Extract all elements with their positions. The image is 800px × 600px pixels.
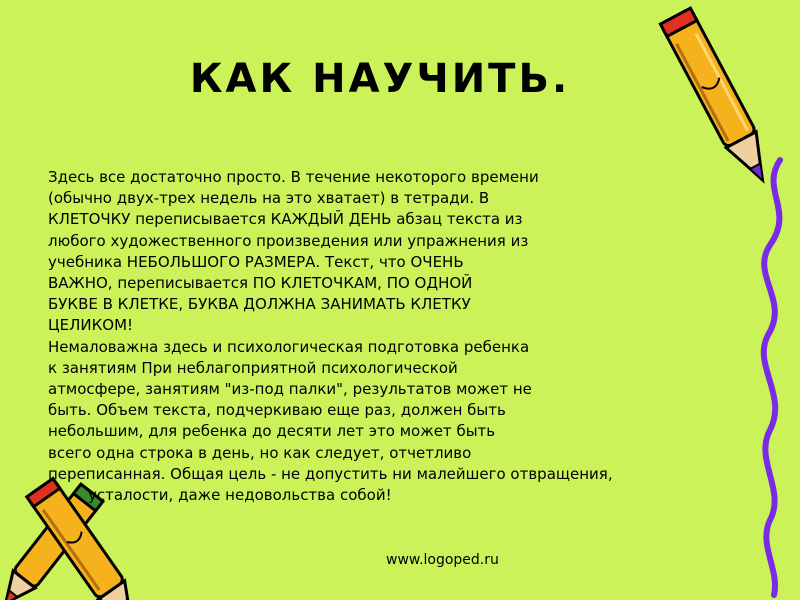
body-line: к занятиям При неблагоприятной психологической <box>48 358 458 377</box>
body-line: учебника НЕБОЛЬШОГО РАЗМЕРА. Текст, что ОЧЕНЬ <box>48 252 464 271</box>
body-line: любого художественного произведения или упражнения из <box>48 231 529 250</box>
squiggle-line-icon <box>740 150 800 600</box>
slide-title: КАК НАУЧИТЬ. <box>189 56 571 102</box>
footer-url[interactable]: www.logoped.ru <box>386 552 499 568</box>
body-line: всего одна строка в день, но как следует, отчетливо <box>48 443 472 462</box>
body-line: небольшим, для ребенка до десяти лет это может быть <box>48 422 496 441</box>
body-line: КЛЕТОЧКУ переписывается КАЖДЫЙ ДЕНЬ абзац текста из <box>48 210 523 229</box>
body-line: атмосфере, занятиям "из-под палки", результатов может не <box>48 380 532 399</box>
body-line: переписанная. Общая цель - не допустить ни малейшего отвращения, <box>48 464 613 483</box>
body-line: быть. Объем текста, подчеркиваю еще раз, должен быть <box>48 401 506 420</box>
body-line: усталости, даже недовольства собой! <box>88 486 392 505</box>
body-line: ВАЖНО, переписывается ПО КЛЕТОЧКАМ, ПО ОДНОЙ <box>48 274 473 293</box>
body-line: Немаловажна здесь и психологическая подготовка ребенка <box>48 337 530 356</box>
body-text <box>48 167 668 506</box>
body-line: (обычно двух-трех недель на это хватает) в тетради. В <box>48 189 490 208</box>
body-line: БУКВЕ В КЛЕТКЕ, БУКВА ДОЛЖНА ЗАНИМАТЬ КЛЕТКУ <box>48 295 471 314</box>
body-line: Здесь все достаточно просто. В течение некоторого времени <box>48 168 539 186</box>
body-line: ЦЕЛИКОМ! <box>48 316 134 335</box>
